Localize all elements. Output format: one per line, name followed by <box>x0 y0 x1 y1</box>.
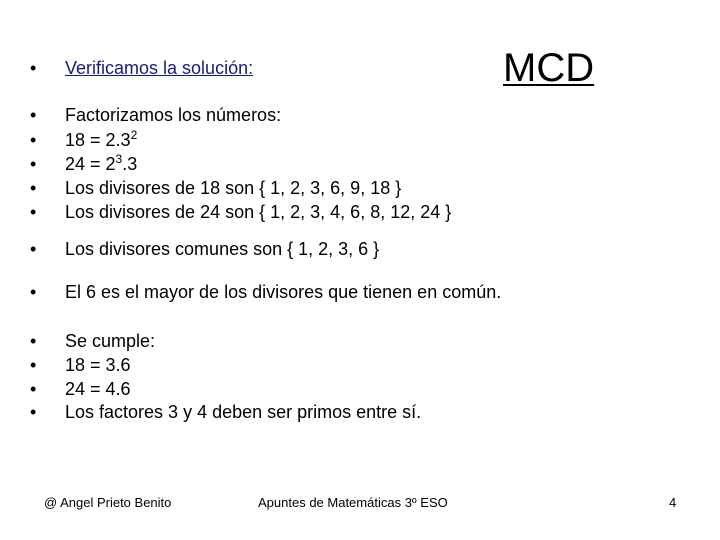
check-24: 24 = 4.6 <box>65 379 131 399</box>
bullet: • <box>30 379 37 399</box>
factor-24-exponent: 3 <box>115 152 123 166</box>
factor-18-exponent: 2 <box>130 128 138 142</box>
bullet: • <box>30 178 37 198</box>
bullet: • <box>30 282 37 302</box>
footer-author: @ Angel Prieto Benito <box>44 495 172 510</box>
divisors-18: Los divisores de 18 son { 1, 2, 3, 6, 9, 18 } <box>65 178 402 198</box>
factor-18 <box>65 129 137 151</box>
check-factors: Los factores 3 y 4 deben ser primos entre sí. <box>65 402 422 422</box>
bullet: • <box>30 239 37 259</box>
factor-24 <box>65 153 137 175</box>
bullet: • <box>30 331 37 351</box>
footer-page-number: 4 <box>669 495 677 510</box>
bullet: • <box>30 105 37 125</box>
factor-intro: Factorizamos los números: <box>65 105 282 125</box>
check-18: 18 = 3.6 <box>65 355 131 375</box>
bullet: • <box>30 202 37 222</box>
heading-verificamos: Verificamos la solución: <box>65 58 254 78</box>
check-intro: Se cumple: <box>65 331 156 351</box>
factor-24-post: .3 <box>122 154 138 174</box>
slide-title: MCD <box>503 46 595 90</box>
greatest-divisor: El 6 es el mayor de los divisores que tienen en común. <box>65 282 502 302</box>
bullet: • <box>30 402 37 422</box>
bullet: • <box>30 130 37 150</box>
common-divisors: Los divisores comunes son { 1, 2, 3, 6 } <box>65 239 380 259</box>
factor-18-base: 18 = 2.3 <box>65 130 131 150</box>
factor-24-pre: 24 = 2 <box>65 154 116 174</box>
bullet: • <box>30 58 37 78</box>
footer-course: Apuntes de Matemáticas 3º ESO <box>258 495 448 510</box>
bullet: • <box>30 355 37 375</box>
divisors-24: Los divisores de 24 son { 1, 2, 3, 4, 6, 8, 12, 24 } <box>65 202 452 222</box>
bullet: • <box>30 154 37 174</box>
